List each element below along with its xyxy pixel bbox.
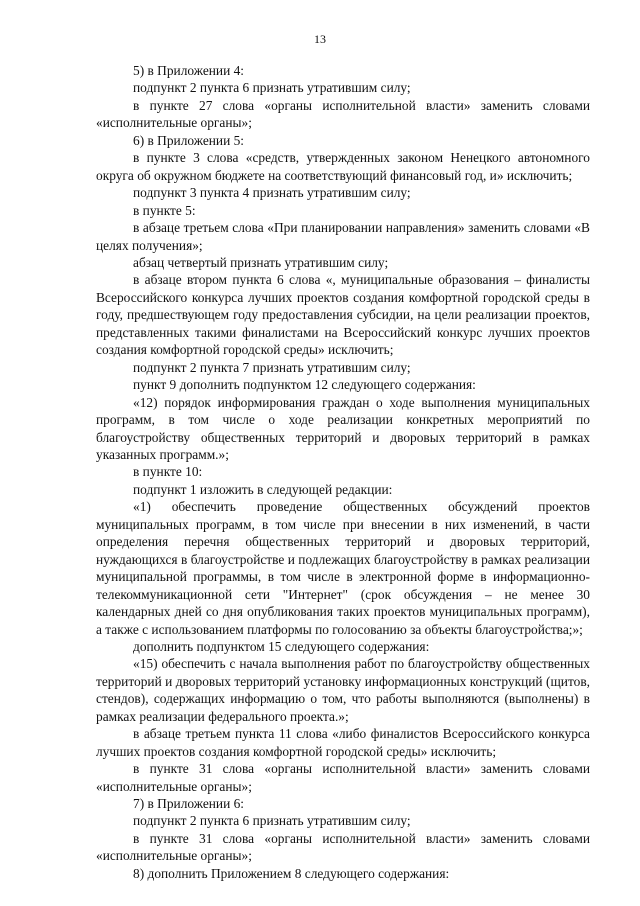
paragraph: «1) обеспечить проведение общественных обсуждений проектов муниципальных программ, в том числе при внесении в них изменений, в части определения перечня общественных территорий и дворовых территорий, нуждающихся в благоустройстве и подлежащих благоустройству в рамках реализации муниципальной программы, в том числе в электронной форме в информационно-телекоммуникационной сети "Интернет" (срок обсуждения – не менее 30 календарных дней со дня опубликования таких проектов муниципальных программ), а также с использованием платформы по голосованию за объекты благоустройства;»; <box>96 499 590 637</box>
paragraph: пункт 9 дополнить подпунктом 12 следующего содержания: <box>133 377 476 393</box>
paragraph: дополнить подпунктом 15 следующего содержания: <box>133 638 430 654</box>
paragraph: 8) дополнить Приложением 8 следующего содержания: <box>133 865 450 881</box>
paragraph: в пункте 31 слова «органы исполнительной власти» заменить словами «исполнительные органы»; <box>96 830 590 864</box>
paragraph: в пункте 10: <box>133 464 203 480</box>
paragraph: подпункт 2 пункта 6 признать утратившим силу; <box>133 80 411 96</box>
paragraph: 6) в Приложении 5: <box>133 132 245 148</box>
page-number: 13 <box>314 32 326 46</box>
paragraph: в пункте 3 слова «средств, утвержденных законом Ненецкого автономного округа об окружном бюджете на соответствующий финансовый год, и» исключить; <box>96 150 590 183</box>
document-body <box>96 62 590 882</box>
paragraph: в пункте 5: <box>133 202 196 218</box>
paragraph: в пункте 27 слова «органы исполнительной власти» заменить словами «исполнительные органы»; <box>96 97 590 131</box>
paragraph: в абзаце третьем слова «При планировании направления» заменить словами «В целях получения»; <box>96 220 590 253</box>
paragraph: абзац четвертый признать утратившим силу; <box>133 254 389 270</box>
paragraph: подпункт 2 пункта 6 признать утратившим силу; <box>133 813 411 829</box>
paragraph: в абзаце втором пункта 6 слова «, муниципальные образования – финалисты Всероссийского конкурса лучших проектов создания комфортной городской среды в году, предшествующем году предоставления субсидии, на цели реализации проектов, представленных такими финалистами на Всероссийский конкурс лучших проектов создания комфортной городской среды» исключить; <box>96 272 590 358</box>
paragraph: подпункт 3 пункта 4 признать утратившим силу; <box>133 185 411 201</box>
paragraph: подпункт 1 изложить в следующей редакции: <box>133 481 393 497</box>
paragraph: «12) порядок информирования граждан о ходе выполнения муниципальных программ, в том числе о ходе реализации конкретных мероприятий по благоустройству общественных территорий и дворовых территорий в рамках указанных программ.»; <box>96 394 590 462</box>
paragraph: в абзаце третьем пункта 11 слова «либо финалистов Всероссийского конкурса лучших проектов создания комфортной городской среды» исключить; <box>96 726 590 759</box>
paragraph: в пункте 31 слова «органы исполнительной власти» заменить словами «исполнительные органы»; <box>96 761 590 794</box>
paragraph: «15) обеспечить с начала выполнения работ по благоустройству общественных территорий и дворовых территорий установку информационных конструкций (щитов, стендов), содержащих информацию о том, что работы выполняются (выполнены) в рамках реализации федерального проекта.»; <box>96 656 590 724</box>
paragraph: 7) в Приложении 6: <box>133 796 245 812</box>
paragraph: подпункт 2 пункта 7 признать утратившим силу; <box>133 359 411 375</box>
paragraph: 5) в Приложении 4: <box>133 63 245 78</box>
